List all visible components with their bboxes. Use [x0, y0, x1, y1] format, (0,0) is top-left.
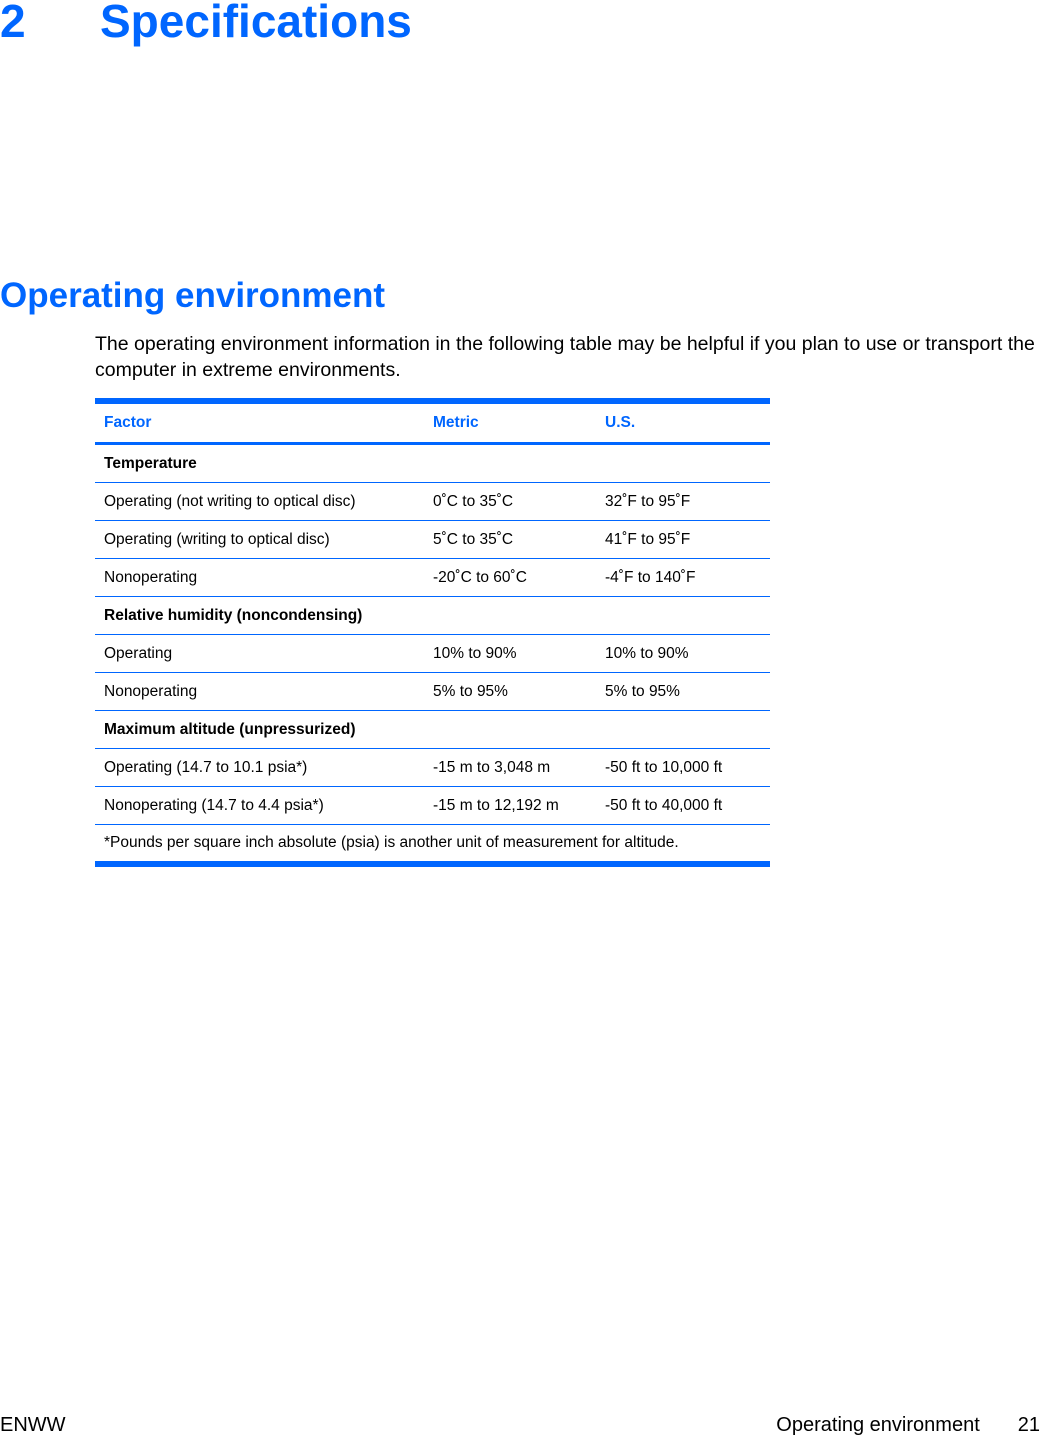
- cell-metric: 10% to 90%: [424, 635, 596, 673]
- cell-us: 5% to 95%: [596, 673, 770, 711]
- cell-us: -50 ft to 40,000 ft: [596, 787, 770, 825]
- cell-us: -4˚F to 140˚F: [596, 559, 770, 597]
- group-row-temperature: [95, 444, 770, 483]
- intro-paragraph: The operating environment information in the following table may be helpful if you plan to use or transport the computer in extreme environments.: [95, 333, 1035, 381]
- table-header-row: [95, 401, 770, 444]
- cell-factor: Nonoperating: [95, 559, 424, 597]
- table-footnote-row: [95, 825, 770, 865]
- header-us: U.S.: [596, 401, 770, 444]
- cell-factor: Nonoperating: [95, 673, 424, 711]
- chapter-number: 2: [0, 0, 26, 47]
- cell-factor: Nonoperating (14.7 to 4.4 psia*): [95, 787, 424, 825]
- header-metric: Metric: [424, 401, 596, 444]
- cell-metric: 5˚C to 35˚C: [424, 521, 596, 559]
- cell-us: 32˚F to 95˚F: [596, 483, 770, 521]
- cell-us: 10% to 90%: [596, 635, 770, 673]
- operating-environment-table: [95, 398, 770, 867]
- table-row: [95, 635, 770, 673]
- table-row: [95, 483, 770, 521]
- table-row: [95, 749, 770, 787]
- cell-metric: -20˚C to 60˚C: [424, 559, 596, 597]
- section-title: Operating environment: [0, 276, 386, 315]
- group-title: Temperature: [95, 444, 770, 483]
- table-row: [95, 787, 770, 825]
- footer-left: ENWW: [0, 1414, 66, 1436]
- group-row-altitude: [95, 711, 770, 749]
- page-number: 21: [1017, 1414, 1040, 1436]
- chapter-heading: [0, 0, 412, 48]
- footer-right: [776, 1414, 1040, 1437]
- table-row: [95, 559, 770, 597]
- table-row: [95, 521, 770, 559]
- cell-factor: Operating (14.7 to 10.1 psia*): [95, 749, 424, 787]
- cell-metric: 0˚C to 35˚C: [424, 483, 596, 521]
- group-title: Maximum altitude (unpressurized): [95, 711, 770, 749]
- cell-metric: 5% to 95%: [424, 673, 596, 711]
- cell-factor: Operating (writing to optical disc): [95, 521, 424, 559]
- footer-section: Operating environment: [776, 1414, 980, 1436]
- table-footnote: *Pounds per square inch absolute (psia) is another unit of measurement for altitude.: [95, 825, 770, 865]
- cell-metric: -15 m to 3,048 m: [424, 749, 596, 787]
- cell-us: 41˚F to 95˚F: [596, 521, 770, 559]
- chapter-title: Specifications: [100, 0, 412, 47]
- cell-us: -50 ft to 10,000 ft: [596, 749, 770, 787]
- header-factor: Factor: [95, 401, 424, 444]
- group-row-humidity: [95, 597, 770, 635]
- cell-metric: -15 m to 12,192 m: [424, 787, 596, 825]
- group-title: Relative humidity (noncondensing): [95, 597, 770, 635]
- cell-factor: Operating: [95, 635, 424, 673]
- cell-factor: Operating (not writing to optical disc): [95, 483, 424, 521]
- table-row: [95, 673, 770, 711]
